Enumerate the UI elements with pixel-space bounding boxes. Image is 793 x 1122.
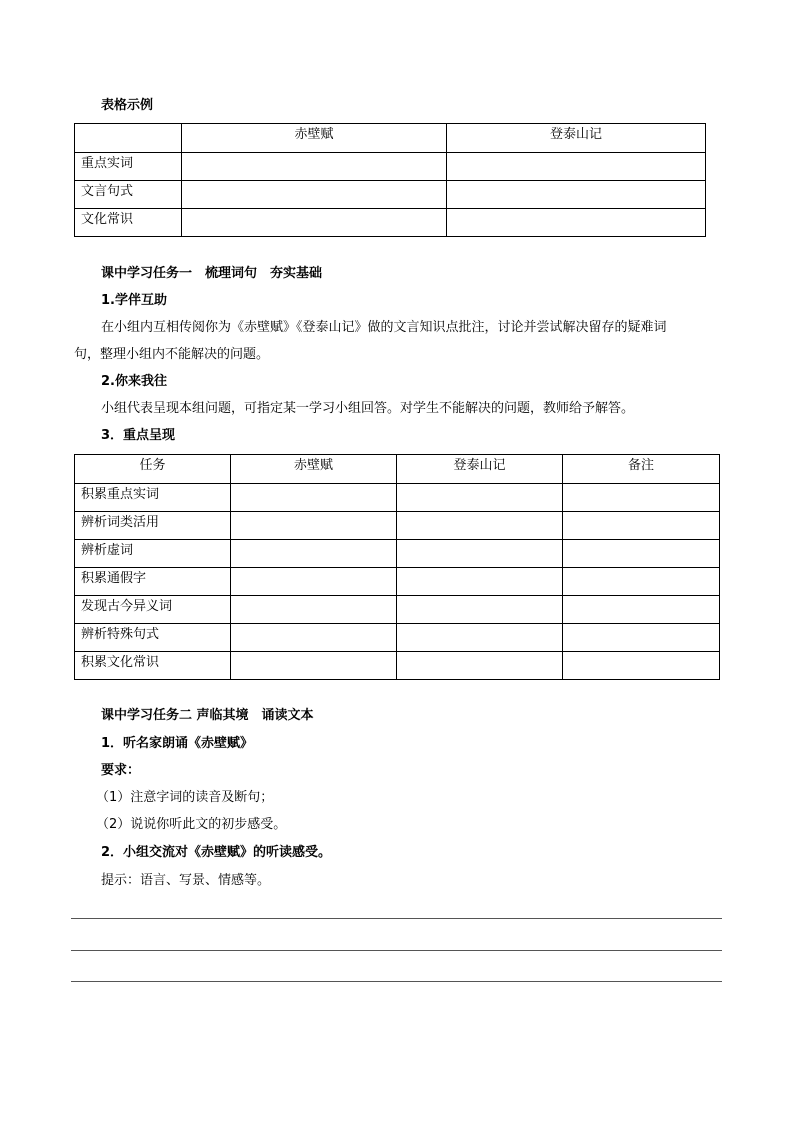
task1-s1-line2: 句，整理小组内不能解决的问题。 <box>74 347 270 362</box>
table-cell <box>397 540 563 568</box>
table-cell: 积累通假字 <box>75 568 231 596</box>
table-row <box>75 540 720 568</box>
table-cell <box>397 624 563 652</box>
table-cell: 重点实词 <box>75 153 182 181</box>
table-cell <box>563 596 720 624</box>
table-cell: 积累重点实词 <box>75 484 231 512</box>
table-cell <box>231 484 397 512</box>
table-cell <box>563 624 720 652</box>
task2-req1: （1）注意字词的读音及断句； <box>96 790 274 805</box>
table-cell <box>231 652 397 680</box>
table-cell: 文化常识 <box>75 209 182 237</box>
table-header-cell: 赤壁赋 <box>231 455 397 484</box>
table-header-cell: 登泰山记 <box>447 124 706 153</box>
task2-s1-title: 1．听名家朗诵《赤壁赋》 <box>101 736 254 751</box>
table-cell <box>447 181 706 209</box>
task1-title: 课中学习任务一 梳理词句 夯实基础 <box>101 266 323 281</box>
table-row <box>75 484 720 512</box>
example-heading: 表格示例 <box>101 98 154 113</box>
table-row <box>75 512 720 540</box>
table-cell <box>563 652 720 680</box>
table-row <box>75 596 720 624</box>
table-cell <box>397 484 563 512</box>
table-cell <box>231 512 397 540</box>
table-cell <box>563 540 720 568</box>
table-cell <box>231 596 397 624</box>
table-cell <box>397 596 563 624</box>
table-cell: 发现古今异义词 <box>75 596 231 624</box>
table-cell <box>563 512 720 540</box>
table-cell: 文言句式 <box>75 181 182 209</box>
table-cell <box>231 540 397 568</box>
table-cell <box>397 568 563 596</box>
table-cell: 辨析虚词 <box>75 540 231 568</box>
table-cell <box>397 512 563 540</box>
table-cell: 辨析词类活用 <box>75 512 231 540</box>
table-row <box>75 455 720 484</box>
table-header-cell: 备注 <box>563 455 720 484</box>
task2-hint: 提示：语言、写景、情感等。 <box>101 873 271 888</box>
task2-title: 课中学习任务二 声临其境 诵读文本 <box>101 708 314 723</box>
table-cell <box>182 153 447 181</box>
table-cell: 积累文化常识 <box>75 652 231 680</box>
table-row <box>75 568 720 596</box>
task1-s1-line1: 在小组内互相传阅你为《赤壁赋》《登泰山记》做的文言知识点批注，讨论并尝试解决留存的疑难词 <box>101 320 667 335</box>
table-header-cell: 任务 <box>75 455 231 484</box>
answer-line <box>71 950 722 951</box>
table-row <box>75 652 720 680</box>
task2-req: 要求： <box>101 763 141 778</box>
table-cell <box>182 209 447 237</box>
table-header-cell <box>75 124 182 153</box>
table-cell <box>447 153 706 181</box>
task2-s2-title: 2．小组交流对《赤壁赋》的听读感受。 <box>101 845 332 860</box>
table-row <box>75 181 706 209</box>
task1-s2-line1: 小组代表呈现本组问题，可指定某一学习小组回答。对学生不能解决的问题，教师给予解答。 <box>101 401 635 416</box>
task2-req2: （2）说说你听此文的初步感受。 <box>96 817 287 832</box>
table-cell <box>397 652 563 680</box>
table-row <box>75 209 706 237</box>
table-cell <box>231 568 397 596</box>
task1-s1-title: 1.学伴互助 <box>101 293 167 308</box>
task1-table <box>74 454 720 680</box>
table-cell <box>563 484 720 512</box>
task1-s3-title: 3．重点呈现 <box>101 428 176 443</box>
example-table <box>74 123 706 237</box>
table-cell: 辨析特殊句式 <box>75 624 231 652</box>
table-cell <box>231 624 397 652</box>
table-header-cell: 登泰山记 <box>397 455 563 484</box>
table-cell <box>563 568 720 596</box>
task1-s2-title: 2.你来我往 <box>101 374 167 389</box>
answer-line <box>71 981 722 982</box>
answer-line <box>71 918 722 919</box>
table-header-cell: 赤壁赋 <box>182 124 447 153</box>
table-row <box>75 624 720 652</box>
table-row <box>75 124 706 153</box>
table-cell <box>447 209 706 237</box>
table-row <box>75 153 706 181</box>
table-cell <box>182 181 447 209</box>
